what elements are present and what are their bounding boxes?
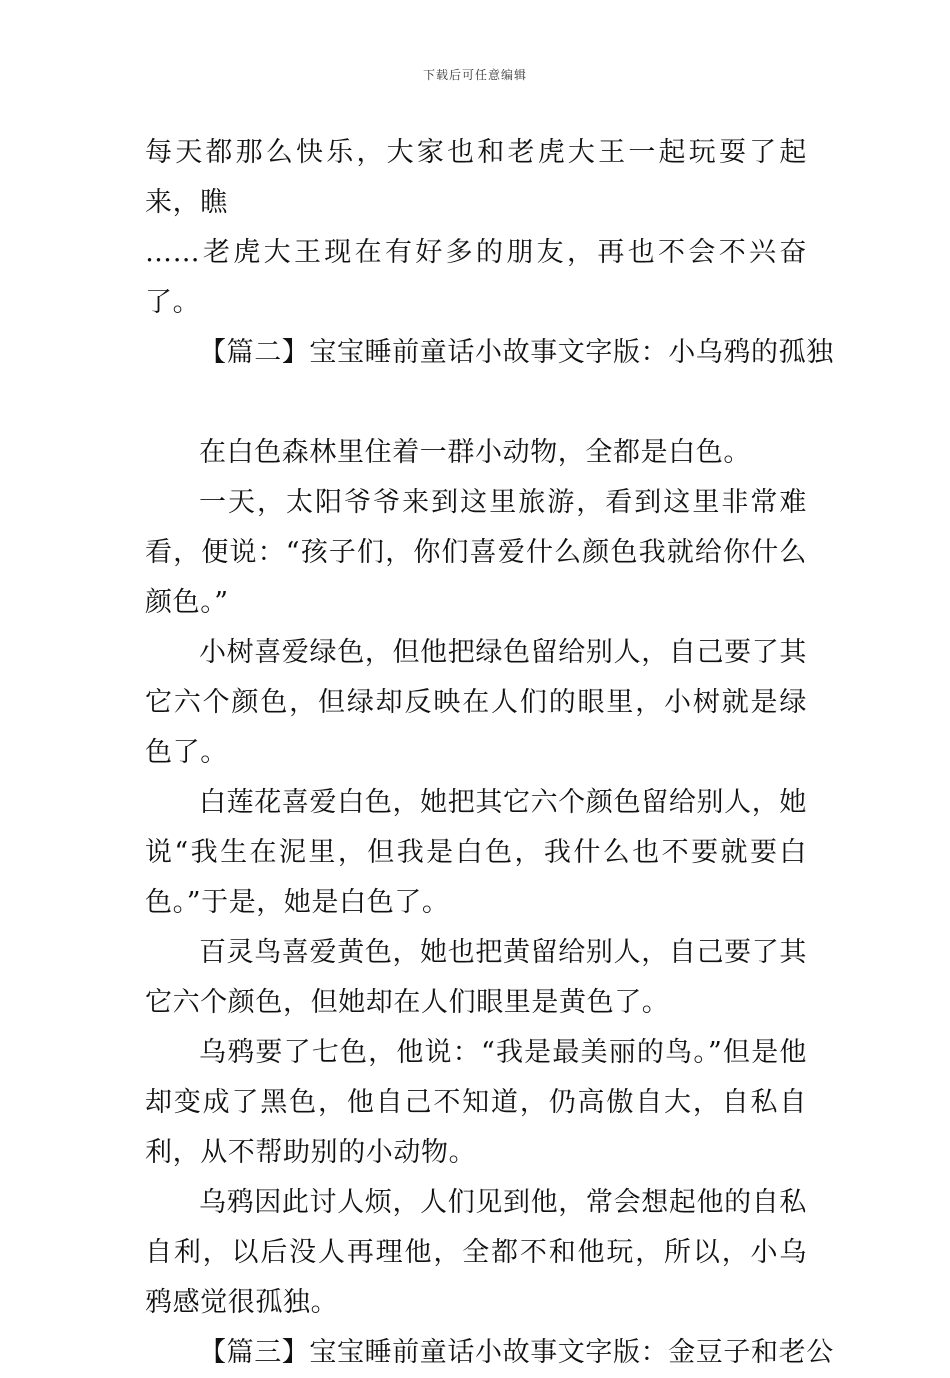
section-gap: [145, 378, 807, 428]
paragraph-6: 乌鸦要了七色，他说：“我是最美丽的鸟。”但是他却变成了黑色，他自己不知道，仍高傲自大，自私自利，从不帮助别的小动物。: [145, 1037, 807, 1168]
page-header-note: 下载后可任意编辑: [422, 68, 527, 82]
paragraph-1: 在白色森林里住着一群小动物，全都是白色。: [199, 437, 751, 468]
intro-line-1: 每天都那么快乐，大家也和老虎大王一起玩耍了起来，瞧: [145, 137, 807, 218]
intro-line-2: ……老虎大王现在有好多的朋友，再也不会不兴奋了。: [145, 237, 807, 318]
document-body: [145, 128, 834, 1378]
paragraph-5: 百灵鸟喜爱黄色，她也把黄留给别人，自己要了其它六个颜色，但她却在人们眼里是黄色了。: [145, 937, 807, 1018]
paragraph-4: 白莲花喜爱白色，她把其它六个颜色留给别人，她说“我生在泥里，但我是白色，我什么也不要就要白色。”于是，她是白色了。: [145, 787, 807, 918]
paragraph-7: 乌鸦因此讨人烦，人们见到他，常会想起他的自私自利，以后没人再理他，全都不和他玩，所以，小乌鸦感觉很孤独。: [145, 1187, 807, 1318]
paragraph-3: 小树喜爱绿色，但他把绿色留给别人，自己要了其它六个颜色，但绿却反映在人们的眼里，小树就是绿色了。: [145, 637, 807, 768]
section-2-title: 【篇二】宝宝睡前童话小故事文字版：小乌鸦的孤独: [199, 337, 834, 368]
paragraph-2: 一天，太阳爷爷来到这里旅游，看到这里非常难看，便说：“孩子们，你们喜爱什么颜色我就给你什么颜色。”: [145, 487, 807, 618]
section-3-title: 【篇三】宝宝睡前童话小故事文字版：金豆子和老公: [199, 1337, 834, 1368]
